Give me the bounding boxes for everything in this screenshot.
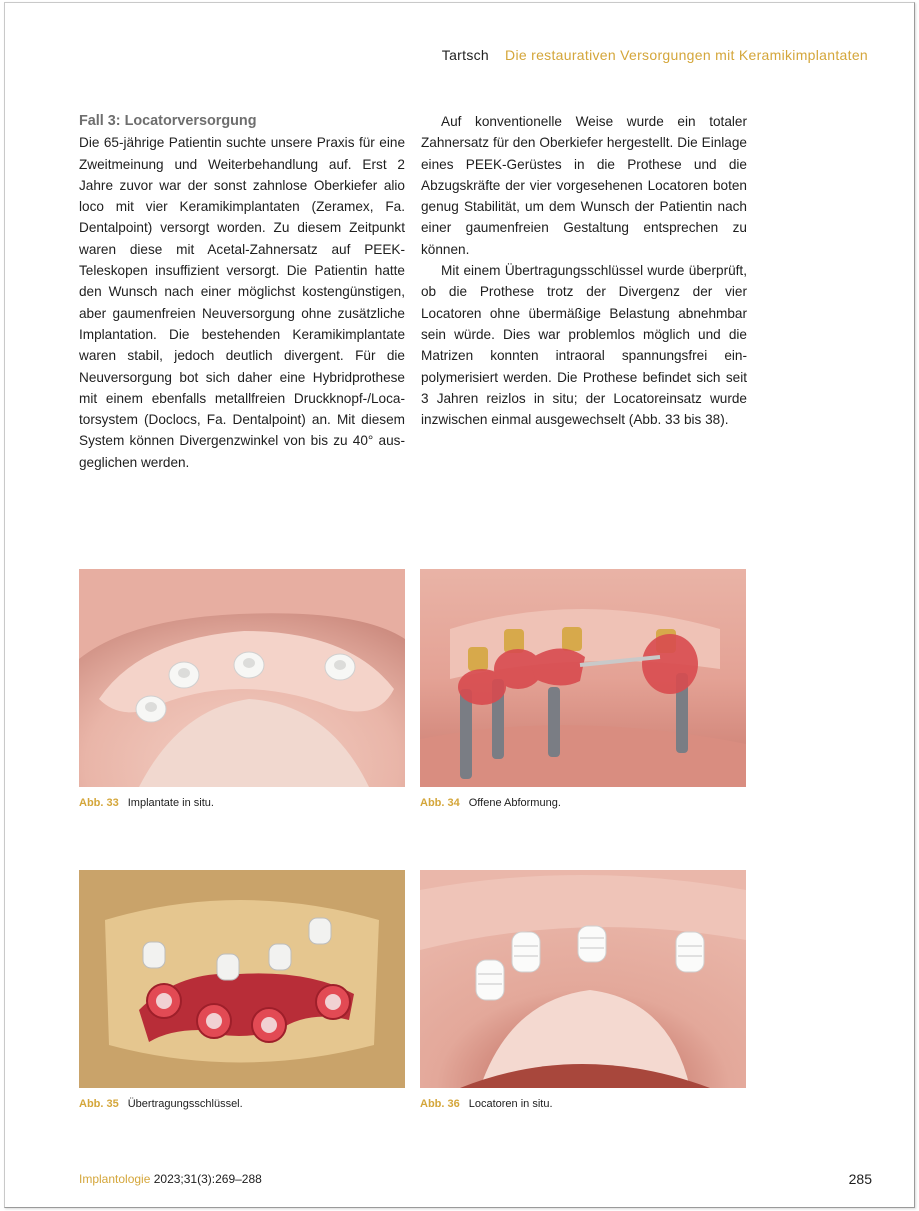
- section-heading: Fall 3: Locatorversorgung: [79, 113, 257, 129]
- body-paragraph: Die 65-jährige Patientin suchte unsere Praxis für eine Zweitmeinung und Weiterbehandlung auf. Erst 2 Jahre zuvor war der sonst zahnlose Oberkiefer alio loco mit vier Keramikimplantaten (Zeramex, Fa. Dentalpoint) versorgt worden. Zu diesem Zeitpunkt waren diese mit Acetal-Zahnersatz auf PEEK-Teleskopen insuffizient versorgt. Die Patientin hatte den Wunsch nach einer möglichst kostengünstigen, aber gaumenfreien Neuversorgung ohne zusätzliche Implantation. Die bestehenden Keramikimplantate waren stabil, jedoch deutlich divergent. Für die Neuversorgung bot sich daher eine Hybridprothese mit einem ebenfalls metallfreien Druckknopf-/Locatorsystem (Doclocs, Fa. Dentalpoint) an. Mit diesem System können Divergenzwinkel von bis zu 40° ausgeglichen werden.: [79, 135, 405, 470]
- document-page: [4, 2, 915, 1208]
- figure-caption: [420, 797, 561, 809]
- body-paragraph: Auf konventionelle Weise wurde ein totaler Zahnersatz für den Oberkiefer hergestellt. Die Einlage eines PEEK-Gerüstes in die Prothese und die Abzugskräfte der vier vorgesehenen Locatoren boten genug Stabilität, um dem Wunsch der Patientin nach einer gaumenfreien Gestaltung entsprechen zu können.: [421, 114, 747, 257]
- photo-locators: [420, 870, 746, 1088]
- text-column-left: [79, 111, 405, 473]
- figure-caption-text: Implantate in situ.: [127, 797, 214, 809]
- figure-caption: [79, 1098, 243, 1110]
- journal-citation: 2023;31(3):269–288: [150, 1172, 262, 1186]
- header-article-title: Die restaurativen Versorgungen mit Keramikimplantaten: [505, 47, 868, 63]
- photo-transfer-key: [79, 870, 405, 1088]
- figure-caption-text: Übertragungsschlüssel.: [127, 1098, 243, 1110]
- running-header: [442, 47, 868, 63]
- footer-citation: [79, 1172, 262, 1186]
- figure-caption: [420, 1098, 553, 1110]
- page-number: 285: [848, 1171, 872, 1187]
- figure-implants-in-situ: [79, 569, 405, 787]
- header-author: Tartsch: [441, 47, 490, 63]
- figure-locators-in-situ: [420, 870, 746, 1088]
- figure-caption: [79, 797, 214, 809]
- figure-number: Abb. 35: [79, 1098, 119, 1110]
- photo-impression: [420, 569, 746, 787]
- figure-caption-text: Locatoren in situ.: [468, 1098, 553, 1110]
- text-column-right: [421, 111, 747, 430]
- journal-name: Implantologie: [79, 1172, 151, 1186]
- figure-number: Abb. 34: [420, 797, 460, 809]
- figure-open-impression: [420, 569, 746, 787]
- figure-transfer-key: [79, 870, 405, 1088]
- figure-number: Abb. 33: [79, 797, 119, 809]
- figure-caption-text: Offene Abformung.: [468, 797, 561, 809]
- body-paragraph: Mit einem Übertragungsschlüssel wurde überprüft, ob die Prothese trotz der Divergenz der vier Locatoren ohne übermäßige Belastung abnehmbar sein würde. Dies war problemlos möglich und die Matrizen konnten intraoral spannungsfrei einpolymerisiert werden. Die Prothese befindet sich seit 3 Jahren reizlos in situ; der Locatoreinsatz wurde inzwischen einmal ausgewechselt (Abb. 33 bis 38).: [421, 263, 747, 428]
- photo-implants: [79, 569, 405, 787]
- figure-number: Abb. 36: [420, 1098, 460, 1110]
